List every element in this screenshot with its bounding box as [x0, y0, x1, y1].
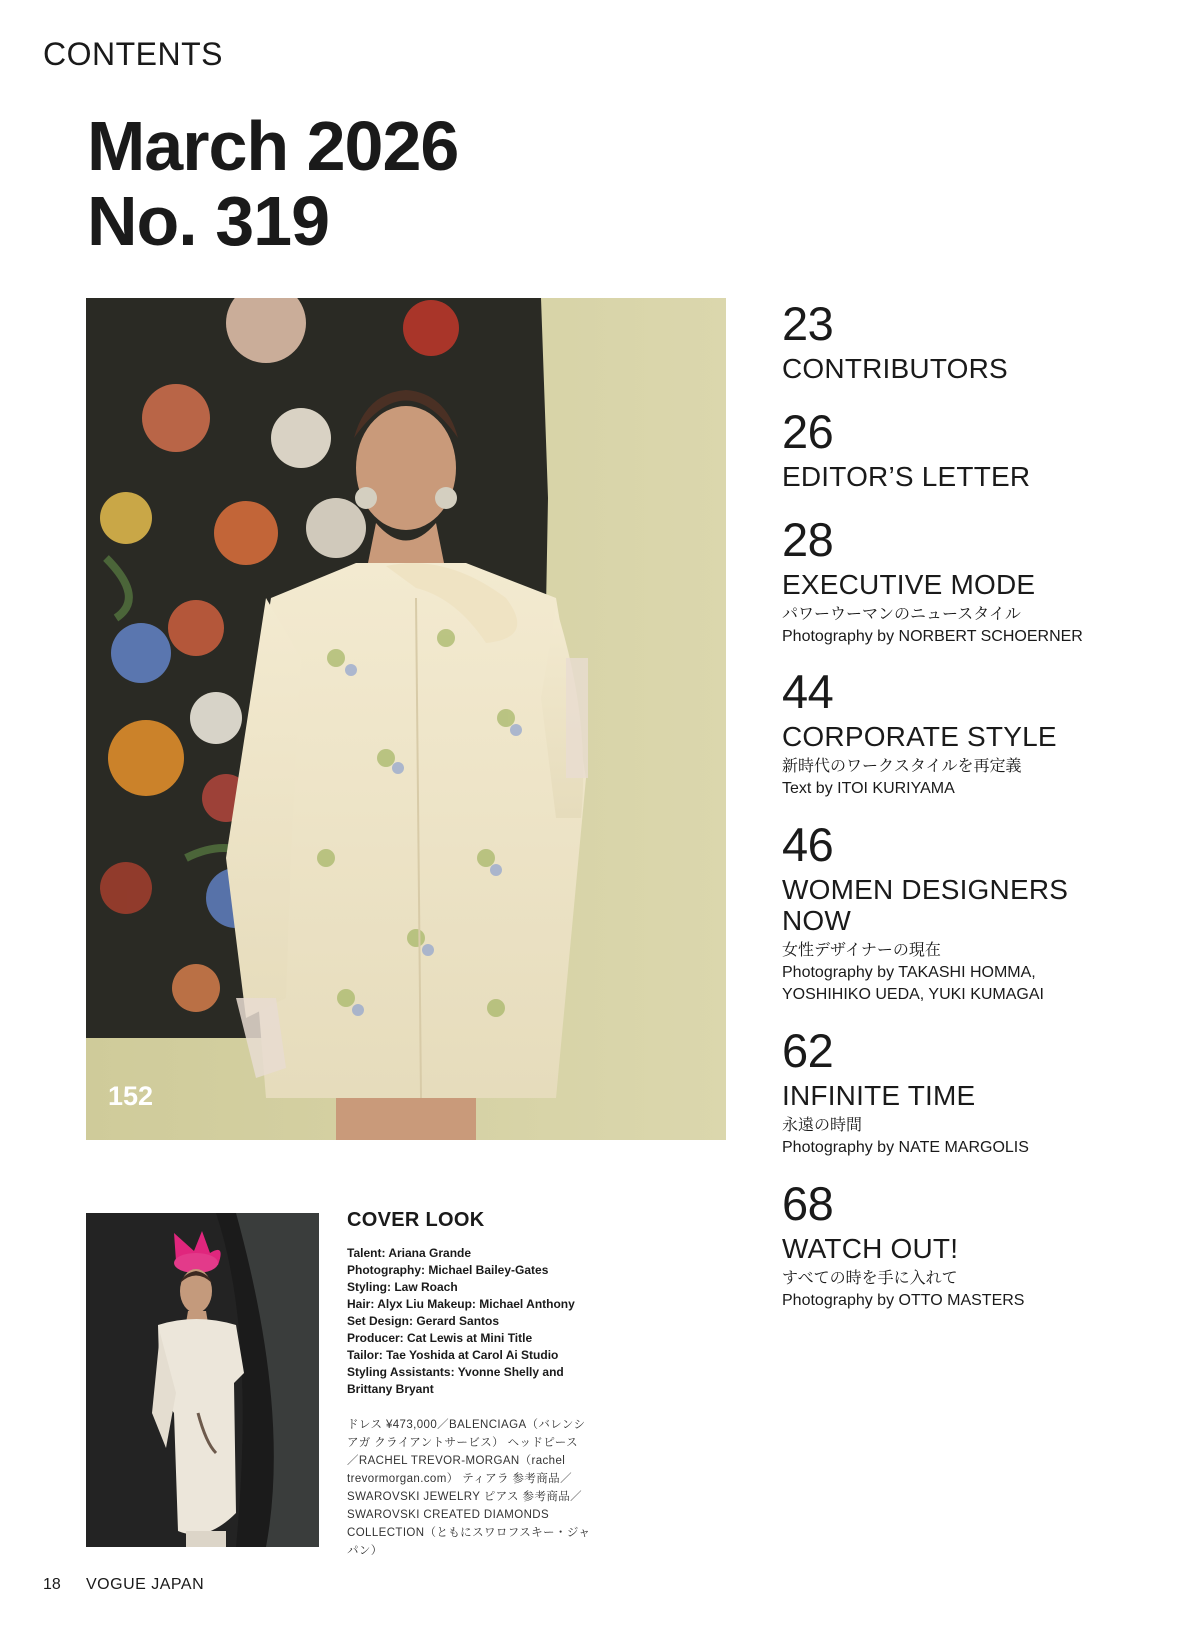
section-label: CONTENTS	[43, 36, 223, 72]
main-photo-illustration	[86, 298, 726, 1140]
toc-page-number: 46	[782, 818, 834, 871]
cover-look	[347, 1209, 592, 1560]
photo-page-number: 152	[108, 1081, 154, 1111]
toc-title: EDITOR’S LETTER	[782, 461, 1031, 492]
cover-credit: Photography: Michael Bailey-Gates	[347, 1263, 549, 1277]
fashion-credit: COLLECTION（ともにスワロフスキー・ジャパン）	[347, 1527, 591, 1557]
toc-title: WOMEN DESIGNERS NOW	[782, 874, 1069, 936]
cover-photo-illustration	[86, 1213, 319, 1547]
toc-subtitle: 新時代のワークスタイルを再定義	[782, 758, 1022, 775]
toc-title: WATCH OUT!	[782, 1233, 959, 1264]
toc-subtitle: パワーウーマンのニュースタイル	[782, 606, 1021, 623]
fashion-credit: ／RACHEL TREVOR-MORGAN（rachel	[347, 1455, 566, 1467]
toc-entry-contributors[interactable]	[782, 297, 1162, 384]
toc-subtitle: 女性デザイナーの現在	[782, 942, 941, 959]
cover-credit: Producer: Cat Lewis at Mini Title	[347, 1331, 533, 1345]
toc-page-number: 23	[782, 297, 834, 350]
fashion-credit: SWAROVSKI JEWELRY ピアス 参考商品／	[347, 1491, 583, 1503]
toc-title: EXECUTIVE MODE	[782, 569, 1036, 600]
fashion-credit: SWAROVSKI CREATED DIAMONDS	[347, 1509, 550, 1521]
toc-page-number: 26	[782, 405, 834, 458]
toc-entry-watch-out[interactable]	[782, 1177, 1162, 1312]
toc-credit: Photography by NORBERT SCHOERNER	[782, 628, 1083, 645]
cover-look-heading: COVER LOOK	[347, 1209, 485, 1231]
fashion-credit: アガ クライアントサービス） ヘッドピース	[347, 1437, 578, 1449]
cover-credit: Hair: Alyx Liu Makeup: Michael Anthony	[347, 1297, 575, 1311]
cover-credit: Tailor: Tae Yoshida at Carol Ai Studio	[347, 1348, 559, 1362]
toc-title: INFINITE TIME	[782, 1080, 976, 1111]
toc-subtitle: すべての時を手に入れて	[782, 1270, 958, 1287]
toc-credit: Photography by OTTO MASTERS	[782, 1292, 1025, 1309]
cover-photo[interactable]	[86, 1213, 319, 1547]
toc-credit: Text by ITOI KURIYAMA	[782, 780, 955, 797]
cover-credit: Styling Assistants: Yvonne Shelly and	[347, 1365, 564, 1379]
footer-page-number: 18	[43, 1576, 61, 1593]
toc-entry-women-designers-now[interactable]	[782, 818, 1162, 1006]
toc-entry-editors-letter[interactable]	[782, 405, 1162, 492]
fashion-credit: ドレス ¥473,000／BALENCIAGA（バレンシ	[347, 1419, 586, 1431]
issue-number: No. 319	[87, 182, 329, 260]
cover-credit: Talent: Ariana Grande	[347, 1246, 472, 1260]
toc-title: CORPORATE STYLE	[782, 721, 1057, 752]
toc-page-number: 28	[782, 513, 834, 566]
fashion-credit: trevormorgan.com） ティアラ 参考商品／	[347, 1473, 572, 1485]
cover-credit: Set Design: Gerard Santos	[347, 1314, 500, 1328]
main-photo[interactable]	[86, 298, 726, 1140]
toc-entry-infinite-time[interactable]	[782, 1024, 1162, 1159]
toc-page-number: 68	[782, 1177, 834, 1230]
toc-entry-corporate-style[interactable]	[782, 665, 1162, 800]
toc-page-number: 62	[782, 1024, 834, 1077]
credit-spacer	[347, 1398, 592, 1416]
toc-entry-executive-mode[interactable]	[782, 513, 1162, 648]
issue-date: March 2026	[87, 107, 459, 185]
cover-credit: Styling: Law Roach	[347, 1280, 458, 1294]
footer-magazine-name: VOGUE JAPAN	[86, 1576, 205, 1593]
cover-credit: Brittany Bryant	[347, 1382, 434, 1396]
toc-subtitle: 永遠の時間	[782, 1117, 863, 1134]
toc-credit: YOSHIHIKO UEDA, YUKI KUMAGAI	[782, 986, 1044, 1003]
toc-credit: Photography by NATE MARGOLIS	[782, 1139, 1029, 1156]
toc-title: CONTRIBUTORS	[782, 353, 1008, 384]
toc-page-number: 44	[782, 665, 834, 718]
toc-credit: Photography by TAKASHI HOMMA,	[782, 964, 1036, 981]
